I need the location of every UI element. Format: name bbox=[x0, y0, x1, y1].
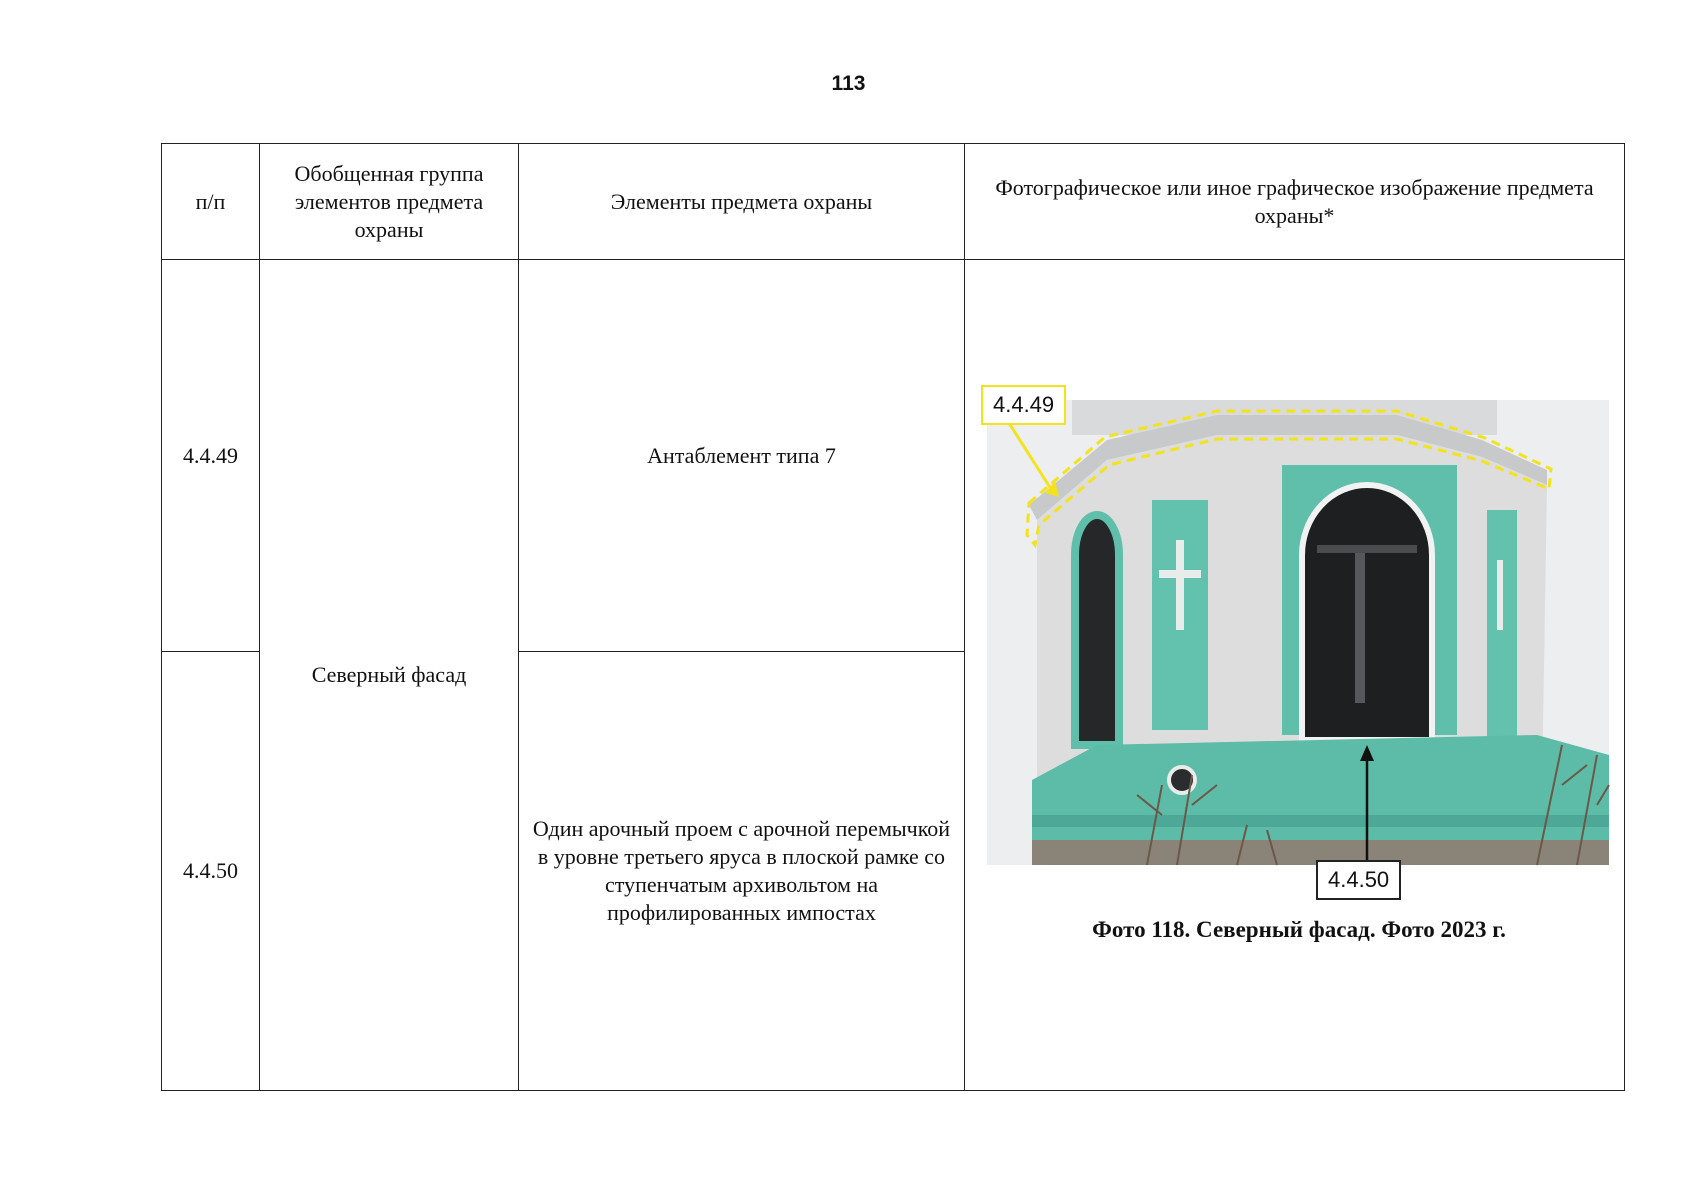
row-num: 4.4.50 bbox=[162, 652, 260, 1091]
header-image: Фотографическое или иное графическое изображение предмета охраны* bbox=[965, 144, 1625, 260]
header-num: п/п bbox=[162, 144, 260, 260]
photo-cell bbox=[965, 260, 1625, 1091]
protection-elements-table bbox=[161, 143, 1625, 1091]
bell-tower-photo bbox=[977, 385, 1621, 965]
row-num: 4.4.49 bbox=[162, 260, 260, 652]
group-cell: Северный фасад bbox=[260, 260, 519, 1091]
table-header-row bbox=[162, 144, 1625, 260]
header-elements: Элементы предмета охраны bbox=[519, 144, 965, 260]
callout-4-4-50: 4.4.50 bbox=[1316, 860, 1401, 900]
page-number: 113 bbox=[831, 72, 866, 95]
table-row bbox=[162, 260, 1625, 652]
header-group: Обобщенная группа элементов предмета охраны bbox=[260, 144, 519, 260]
photo-caption: Фото 118. Северный фасад. Фото 2023 г. bbox=[1092, 917, 1506, 942]
photo-figure bbox=[977, 385, 1621, 965]
callout-4-4-49: 4.4.49 bbox=[981, 385, 1066, 425]
element-cell: Антаблемент типа 7 bbox=[519, 260, 965, 652]
element-cell: Один арочный проем с арочной перемычкой в уровне третьего яруса в плоской рамке со ступенчатым архивольтом на профилированных импостах bbox=[519, 652, 965, 1091]
